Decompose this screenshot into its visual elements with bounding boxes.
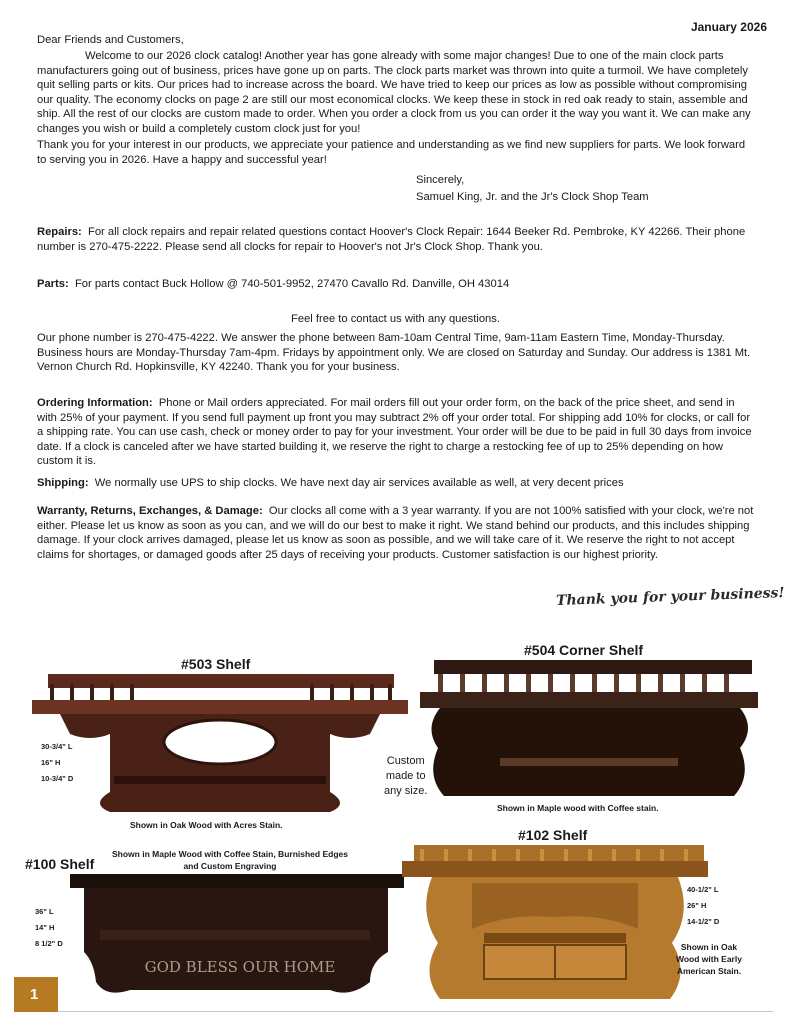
- shelf-102-height: 26" H: [687, 901, 707, 910]
- page-number: 1: [14, 977, 58, 1012]
- warranty-text: Our clocks all come with a 3 year warranty. If you are not 100% satisfied with your clock, we're not either. Please let us know as soon as you can, and we will do our best to make it right. We stand behind our products, and this includes shipping damage. If your clock arrives damaged, please let us know as soon as possible, and we will take care of it. We reserve the right to not accept claims for shortages, or damaged goods after 25 days of receiving your products. Customer satisfaction is our highest priority.: [37, 505, 754, 561]
- shipping-label: Shipping:: [37, 477, 89, 489]
- shelf-100-title: #100 Shelf: [25, 856, 95, 872]
- shelf-100-caption-line-2: and Custom Engraving: [183, 861, 277, 871]
- shipping-text: We normally use UPS to ship clocks. We have next day air services available as well, at very decent prices: [94, 477, 624, 489]
- shelf-503-height: 16" H: [41, 758, 61, 767]
- shelf-102-photo: [402, 843, 708, 1003]
- shelf-100-dims: [35, 904, 63, 952]
- custom-line-2: made to: [385, 770, 426, 782]
- warranty-section: [37, 504, 757, 562]
- engraving-text: GOD BLESS OUR HOME: [144, 958, 336, 976]
- shelf-102-dims: [687, 882, 719, 930]
- custom-line-3: any size.: [384, 785, 428, 797]
- shelf-100-caption-line-1: Shown in Maple Wood with Coffee Stain, Burnished Edges: [112, 849, 348, 859]
- shelf-504-custom-note: [384, 754, 427, 799]
- shelf-503-title: #503 Shelf: [181, 656, 251, 672]
- shelf-503-dims: [41, 739, 73, 787]
- shelf-102-depth: 14-1/2" D: [687, 917, 720, 926]
- ordering-label: Ordering Information:: [37, 397, 153, 409]
- shelf-100-height: 14" H: [35, 923, 55, 932]
- shelf-503-photo: [30, 672, 410, 814]
- shelf-102-caption-line-2: Wood with Early: [676, 954, 742, 964]
- shelf-102-caption-line-1: Shown in Oak: [680, 942, 738, 952]
- shelf-504-title: #504 Corner Shelf: [524, 642, 644, 658]
- shelf-503-length: 30-3/4" L: [41, 742, 73, 751]
- contact-text: Our phone number is 270-475-4222. We answer the phone between 8am-10am Central Time, 9am-11am Eastern Time, Monday-Thursday. Business hours are Monday-Thursday 7am-4pm. Fridays by appointment only. We are closed on Saturday and Sunday. Our address is 1381 Mt. Vernon Church Rd. Hopkinsville, KY 42240. Thank you for your business.: [37, 332, 751, 374]
- signature: Samuel King, Jr. and the Jr's Clock Shop Team: [416, 191, 649, 203]
- footer-rule: [58, 1011, 773, 1012]
- warranty-label: Warranty, Returns, Exchanges, & Damage:: [37, 505, 263, 517]
- custom-line-1: Custom: [386, 755, 425, 767]
- ordering-text: Phone or Mail orders appreciated. For mail orders fill out your order form, on the back of the price sheet, and send in with 25% of your payment. If you send full payment up front you may subtract 2% off your order total. For shipping add 10% for clocks, or call for a shipping rate. You can use cash, check or money order to pay for your investment. Your order will be due to be paid in full 30 days from invoice date. If a clock is canceled after we have started building it, we reserve the right to charge a restocking fee of up to 25% depending on how custom it is.: [37, 397, 752, 468]
- shelf-102-title: #102 Shelf: [518, 827, 588, 843]
- parts-text: For parts contact Buck Hollow @ 740-501-9952, 27470 Cavallo Rd. Danville, OH 43014: [74, 278, 510, 290]
- catalog-date: January 2026: [690, 20, 767, 34]
- repairs-label: Repairs:: [37, 226, 82, 238]
- contact-heading: Feel free to contact us with any questions.: [291, 313, 500, 325]
- thank-you-script: Thank you for your business!: [555, 585, 785, 609]
- shelf-100-length: 36" L: [35, 907, 54, 916]
- shelf-102-caption-line-3: American Stain.: [676, 966, 742, 976]
- shelf-100-depth: 8 1/2" D: [35, 939, 63, 948]
- shelf-503-depth: 10-3/4" D: [41, 774, 74, 783]
- thanks-paragraph: Thank you for your interest in our products, we appreciate your patience and understanding as we find new suppliers for parts. We look forward to serving you in 2026. Have a happy and successful year!: [37, 139, 746, 166]
- shelf-503-caption: Shown in Oak Wood with Acres Stain.: [130, 820, 283, 830]
- shelf-100-caption: [112, 848, 348, 872]
- shelf-102-caption: [676, 941, 742, 977]
- shipping-section: [37, 476, 757, 491]
- repairs-text: For all clock repairs and repair related questions contact Hoover's Clock Repair: 1644 Beeker Rd. Pembroke, KY 42266. Their phone number is 270-475-2222. Please send all clocks for repair to Hoover's not Jr's Clock Shop. Thank you.: [37, 226, 746, 253]
- ordering-section: [37, 396, 757, 469]
- shelf-100-photo: [70, 872, 404, 1002]
- parts-section: [37, 277, 757, 292]
- repairs-section: [37, 225, 757, 254]
- greeting: Dear Friends and Customers,: [37, 34, 184, 46]
- shelf-504-caption: Shown in Maple wood with Coffee stain.: [497, 803, 659, 813]
- shelf-504-photo: [420, 658, 758, 802]
- shelf-102-length: 40-1/2" L: [687, 885, 719, 894]
- closing: Sincerely,: [416, 174, 465, 186]
- parts-label: Parts:: [37, 278, 69, 290]
- intro-paragraph: Welcome to our 2026 clock catalog! Another year has gone already with some major changes! Due to one of the main clock parts manufacturers going out of business, prices have gone up on parts. The clock parts market was thrown into quite a turmoil. We have completely quit selling parts or kits. Our prices had to increase across the board. We have tried to keep our prices as low as possible without compromising our quality. The economy clocks on page 2 are still our most economical clocks. We keep these in stock in red oak ready to stain, assemble and ship. All the rest of our clocks are custom made to order. When you order a clock from us you can order it the way you want it. We can make any changes you wish or build a completely custom clock just for you!: [37, 50, 751, 135]
